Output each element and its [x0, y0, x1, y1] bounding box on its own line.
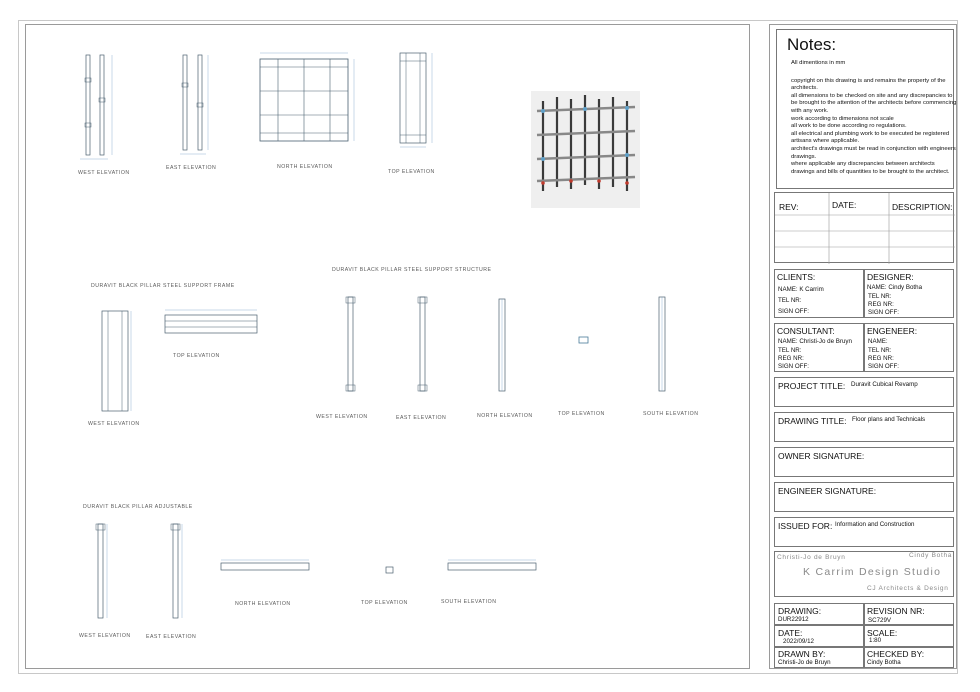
- issued-for-value: Information and Construction: [835, 521, 915, 528]
- owner-signature-box: [774, 447, 954, 477]
- designer-tel: TEL NR:: [868, 293, 892, 300]
- label-frame-west-elevation: WEST ELEVATION: [88, 421, 140, 427]
- label-west-elevation-1: WEST ELEVATION: [78, 170, 130, 176]
- studio-box: [774, 551, 954, 597]
- issued-for-box: [774, 517, 954, 547]
- drawing-area: [25, 24, 750, 669]
- clients-title: CLIENTS:: [777, 272, 816, 282]
- label-south-elevation-2: SOUTH ELEVATION: [643, 411, 699, 417]
- clients-box: [774, 269, 864, 318]
- studio-firm: CJ Architects & Design: [867, 585, 949, 592]
- engineer-box: [864, 323, 954, 372]
- label-frame-top-elevation: TOP ELEVATION: [173, 353, 220, 359]
- frame-west-elevation-drawing: [100, 309, 134, 415]
- engineer-title: ENGENEER:: [867, 326, 918, 336]
- render-3d-image: [531, 91, 640, 208]
- designer-box: [864, 269, 954, 318]
- label-west-elevation-3: WEST ELEVATION: [79, 633, 131, 639]
- consultant-reg: REG NR:: [778, 355, 804, 362]
- designer-sign: SIGN OFF:: [868, 309, 899, 316]
- title-block: [769, 24, 957, 669]
- label-east-elevation-3: EAST ELEVATION: [146, 634, 197, 640]
- project-title-value: Duravit Cubical Revamp: [851, 381, 918, 388]
- revisions-table: [774, 192, 954, 263]
- drawn-by-value: Christi-Jo de Bruyn: [778, 659, 831, 666]
- consultant-name: NAME: Christi-Jo de Bruyn: [778, 338, 852, 345]
- clients-sign: SIGN OFF:: [778, 308, 809, 315]
- notes-text: [791, 60, 959, 176]
- structure-north-elevation-drawing: [496, 297, 510, 395]
- note-line: copyright on this drawing is and remains the property of the architects.: [791, 77, 946, 92]
- label-west-elevation-2: WEST ELEVATION: [316, 414, 368, 420]
- clients-tel: TEL NR:: [778, 297, 802, 304]
- drawn-by-box: [774, 647, 864, 668]
- label-top-elevation-3: TOP ELEVATION: [361, 600, 408, 606]
- adjustable-east-elevation-drawing: [169, 522, 185, 622]
- engineer-reg: REG NR:: [868, 355, 894, 362]
- checked-by-label: CHECKED BY:: [867, 649, 925, 659]
- drawing-number-value: DUR22912: [778, 616, 809, 623]
- adjustable-north-elevation-drawing: [219, 559, 313, 573]
- adjustable-top-elevation-drawing: [384, 565, 396, 575]
- project-title-box: [774, 377, 954, 407]
- title-support-frame: DURAVIT BLACK PILLAR STEEL SUPPORT FRAME: [91, 283, 235, 289]
- note-line: architect's drawings must be read in conjunction with engineers drawings.: [791, 145, 956, 160]
- engineer-signature-box: [774, 482, 954, 512]
- west-elevation-1-drawing: [78, 53, 118, 163]
- consultant-tel: TEL NR:: [778, 347, 802, 354]
- structure-west-elevation-drawing: [344, 295, 360, 395]
- north-elevation-1-drawing: [254, 49, 359, 154]
- rev-header: REV:: [779, 202, 799, 212]
- drawing-title-value: Floor plans and Technicals: [852, 416, 926, 423]
- consultant-sign: SIGN OFF:: [778, 363, 809, 370]
- scale-value: 1:80: [869, 637, 882, 644]
- label-north-elevation-1: NORTH ELEVATION: [277, 164, 333, 170]
- label-north-elevation-3: NORTH ELEVATION: [235, 601, 291, 607]
- label-north-elevation-2: NORTH ELEVATION: [477, 413, 533, 419]
- drawing-number-label: DRAWING:: [778, 606, 822, 616]
- engineer-sign: SIGN OFF:: [868, 363, 899, 370]
- adjustable-west-elevation-drawing: [94, 522, 110, 622]
- checked-by-value: Cindy Botha: [867, 659, 901, 666]
- engineer-tel: TEL NR:: [868, 347, 892, 354]
- designer-reg: REG NR:: [868, 301, 894, 308]
- clients-name: NAME: K Carrim: [778, 286, 824, 293]
- project-title-label: PROJECT TITLE:: [778, 381, 846, 391]
- description-header: DESCRIPTION:: [892, 202, 953, 212]
- label-east-elevation-2: EAST ELEVATION: [396, 415, 447, 421]
- consultant-title: CONSULTANT:: [777, 326, 835, 336]
- studio-name: K Carrim Design Studio: [803, 566, 942, 578]
- label-east-elevation-1: EAST ELEVATION: [166, 165, 217, 171]
- label-south-elevation-3: SOUTH ELEVATION: [441, 599, 497, 605]
- date-box: [774, 625, 864, 647]
- structure-south-elevation-drawing: [656, 295, 670, 395]
- frame-top-elevation-drawing: [161, 307, 261, 337]
- date-label: DATE:: [778, 628, 803, 638]
- top-elevation-1-drawing: [394, 47, 439, 152]
- scale-label: SCALE:: [867, 628, 898, 638]
- label-top-elevation-2: TOP ELEVATION: [558, 411, 605, 417]
- note-line: all work to be done according ro regulations.: [791, 123, 907, 130]
- title-adjustable: DURAVIT BLACK PILLAR ADJUSTABLE: [83, 504, 193, 510]
- designer-name: NAME: Cindy Botha: [867, 284, 923, 291]
- scale-box: [864, 625, 954, 647]
- drawing-title-label: DRAWING TITLE:: [778, 416, 847, 426]
- consultant-box: [774, 323, 864, 372]
- notes-panel: [776, 29, 957, 189]
- date-value: 2022/09/12: [783, 638, 814, 645]
- date-header: DATE:: [832, 200, 857, 210]
- drawing-title-box: [774, 412, 954, 442]
- checked-by-box: [864, 647, 954, 668]
- owner-signature-label: OWNER SIGNATURE:: [778, 451, 865, 461]
- notes-title: Notes:: [787, 35, 837, 54]
- studio-name1: Christi-Jo de Bruyn: [777, 554, 846, 561]
- issued-for-label: ISSUED FOR:: [778, 521, 833, 531]
- drawing-number-box: [774, 603, 864, 625]
- note-line: all dimensions to be checked on site and any discrepancies to be brought to the attention of the architects before commencing with any work.: [791, 92, 957, 114]
- east-elevation-1-drawing: [178, 53, 218, 158]
- studio-name2: Cindy Botha: [909, 552, 953, 559]
- note-line: all electrical and plumbing work to be executed be registered artisans where applicable.: [791, 130, 950, 145]
- engineer-signature-label: ENGINEER SIGNATURE:: [778, 486, 877, 496]
- title-support-structure: DURAVIT BLACK PILLAR STEEL SUPPORT STRUCTURE: [332, 267, 492, 273]
- designer-title: DESIGNER:: [867, 272, 914, 282]
- adjustable-south-elevation-drawing: [446, 559, 540, 573]
- revision-number-value: SC729V: [868, 617, 892, 624]
- note-line: where applicable any discrepancies between architects drawings and bills of quantities to be brought to the architect.: [791, 161, 950, 175]
- structure-top-elevation-drawing: [577, 335, 591, 345]
- notes-units: All dimentions in mm: [791, 60, 846, 66]
- drawn-by-label: DRAWN BY:: [778, 649, 826, 659]
- note-line: work according to dimensions not scale: [791, 115, 894, 122]
- structure-east-elevation-drawing: [416, 295, 432, 395]
- engineer-name: NAME:: [868, 338, 888, 345]
- revision-number-label: REVISION NR:: [867, 606, 925, 616]
- label-top-elevation-1: TOP ELEVATION: [388, 169, 435, 175]
- revision-number-box: [864, 603, 954, 625]
